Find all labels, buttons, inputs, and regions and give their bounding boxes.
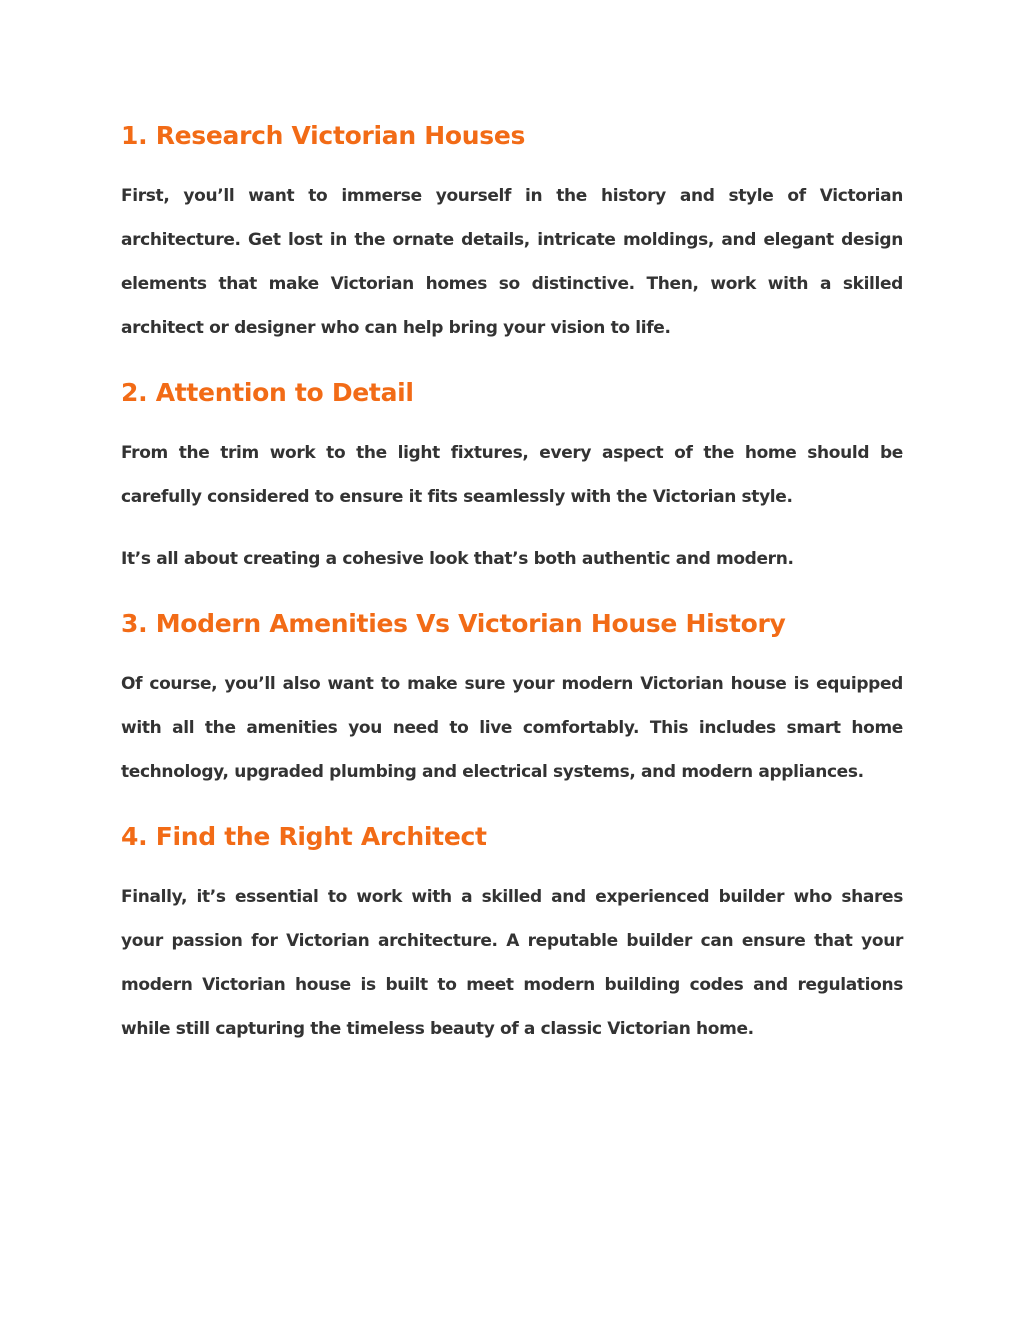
section-paragraph: Finally, it’s essential to work with a skilled and experienced builder who shares your passion for Victorian architecture. A reputable builder can ensure that your modern Victorian house is built to meet modern building codes and regulations while still capturing the timeless beauty of a classic Victorian home. <box>121 887 903 1039</box>
section-heading: 1. Research Victorian Houses <box>121 121 526 150</box>
document-page <box>121 118 903 1076</box>
section-attention-to-detail <box>121 375 903 581</box>
section-research-victorian-houses <box>121 118 903 350</box>
section-find-the-right-architect <box>121 819 903 1051</box>
section-heading: 4. Find the Right Architect <box>121 822 487 851</box>
section-paragraph: First, you’ll want to immerse yourself in the history and style of Victorian architecture. Get lost in the ornate details, intricate moldings, and elegant design elements that make Victorian homes so distinctive. Then, work with a skilled architect or designer who can help bring your vision to life. <box>121 186 903 338</box>
section-heading: 3. Modern Amenities Vs Victorian House History <box>121 609 786 638</box>
section-paragraph: From the trim work to the light fixtures, every aspect of the home should be carefully considered to ensure it fits seamlessly with the Victorian style. <box>121 443 903 507</box>
section-heading: 2. Attention to Detail <box>121 378 414 407</box>
section-paragraph: It’s all about creating a cohesive look that’s both authentic and modern. <box>121 549 794 569</box>
section-modern-amenities <box>121 606 903 794</box>
section-paragraph: Of course, you’ll also want to make sure your modern Victorian house is equipped with all the amenities you need to live comfortably. This includes smart home technology, upgraded plumbing and electrical systems, and modern appliances. <box>121 674 903 782</box>
